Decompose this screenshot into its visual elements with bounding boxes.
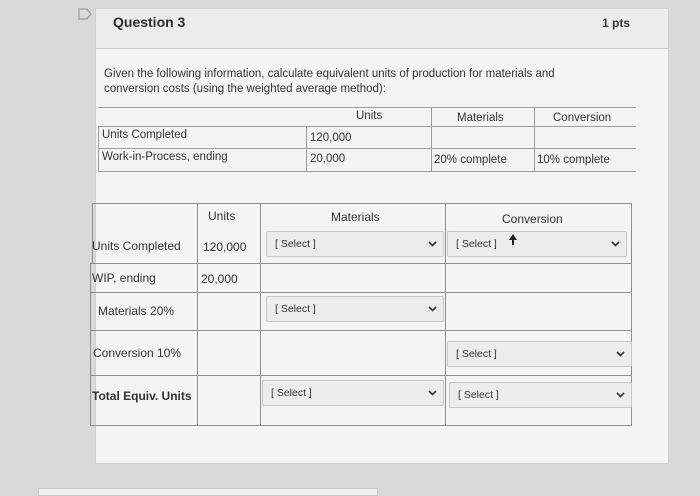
question-prompt xyxy=(104,67,604,97)
info-row-conversion: 10% complete xyxy=(537,154,610,166)
select-materials-pct[interactable] xyxy=(266,296,444,322)
question-points: 1 pts xyxy=(601,16,630,30)
select-text: [ Select ] xyxy=(275,303,316,315)
select-total-materials[interactable] xyxy=(262,380,444,406)
next-question-card-edge xyxy=(38,488,378,496)
chevron-down-icon xyxy=(428,239,437,248)
info-row-units: 120,000 xyxy=(310,132,352,144)
select-text: [ Select ] xyxy=(271,387,312,399)
prompt-line-1: Given the following information, calculate equivalent units of production for materials and xyxy=(104,68,555,80)
grid-row-wip-ending: WIP, ending xyxy=(92,271,156,285)
select-materials-completed[interactable] xyxy=(266,231,444,257)
chevron-down-icon xyxy=(616,390,625,399)
select-text: [ Select ] xyxy=(275,238,316,250)
info-header-units: Units xyxy=(356,110,383,122)
grid-row-conversion-pct: Conversion 10% xyxy=(93,346,182,360)
cursor-icon xyxy=(508,234,518,246)
info-row-label: Work-in-Process, ending xyxy=(102,151,228,163)
chevron-down-icon xyxy=(428,388,437,397)
grid-header-materials: Materials xyxy=(331,210,380,224)
prompt-line-2: conversion costs (using the weighted average method): xyxy=(104,83,386,95)
chevron-down-icon xyxy=(611,239,620,248)
grid-units-completed-value: 120,000 xyxy=(203,240,247,254)
flag-icon[interactable] xyxy=(78,8,92,20)
select-total-conversion[interactable] xyxy=(449,382,632,408)
select-text: [ Select ] xyxy=(456,348,497,360)
info-header-conversion: Conversion xyxy=(553,112,612,124)
select-text: [ Select ] xyxy=(456,238,497,250)
grid-row-units-completed: Units Completed xyxy=(92,239,181,253)
select-conversion-completed[interactable] xyxy=(447,231,627,257)
info-table xyxy=(98,106,636,172)
select-conversion-pct[interactable] xyxy=(447,341,632,367)
grid-header-units: Units xyxy=(208,209,236,223)
question-title: Question 3 xyxy=(113,14,186,30)
chevron-down-icon xyxy=(616,349,625,358)
select-text: [ Select ] xyxy=(458,389,499,401)
grid-row-total: Total Equiv. Units xyxy=(92,389,192,403)
grid-header-conversion: Conversion xyxy=(502,212,563,226)
grid-row-materials-pct: Materials 20% xyxy=(98,304,175,318)
info-header-materials: Materials xyxy=(457,112,504,124)
chevron-down-icon xyxy=(428,304,437,313)
info-row-materials: 20% complete xyxy=(434,154,507,166)
info-row-label: Units Completed xyxy=(102,129,188,141)
info-row-units: 20,000 xyxy=(310,153,346,165)
question-header xyxy=(96,9,668,49)
grid-wip-ending-value: 20,000 xyxy=(201,272,238,286)
